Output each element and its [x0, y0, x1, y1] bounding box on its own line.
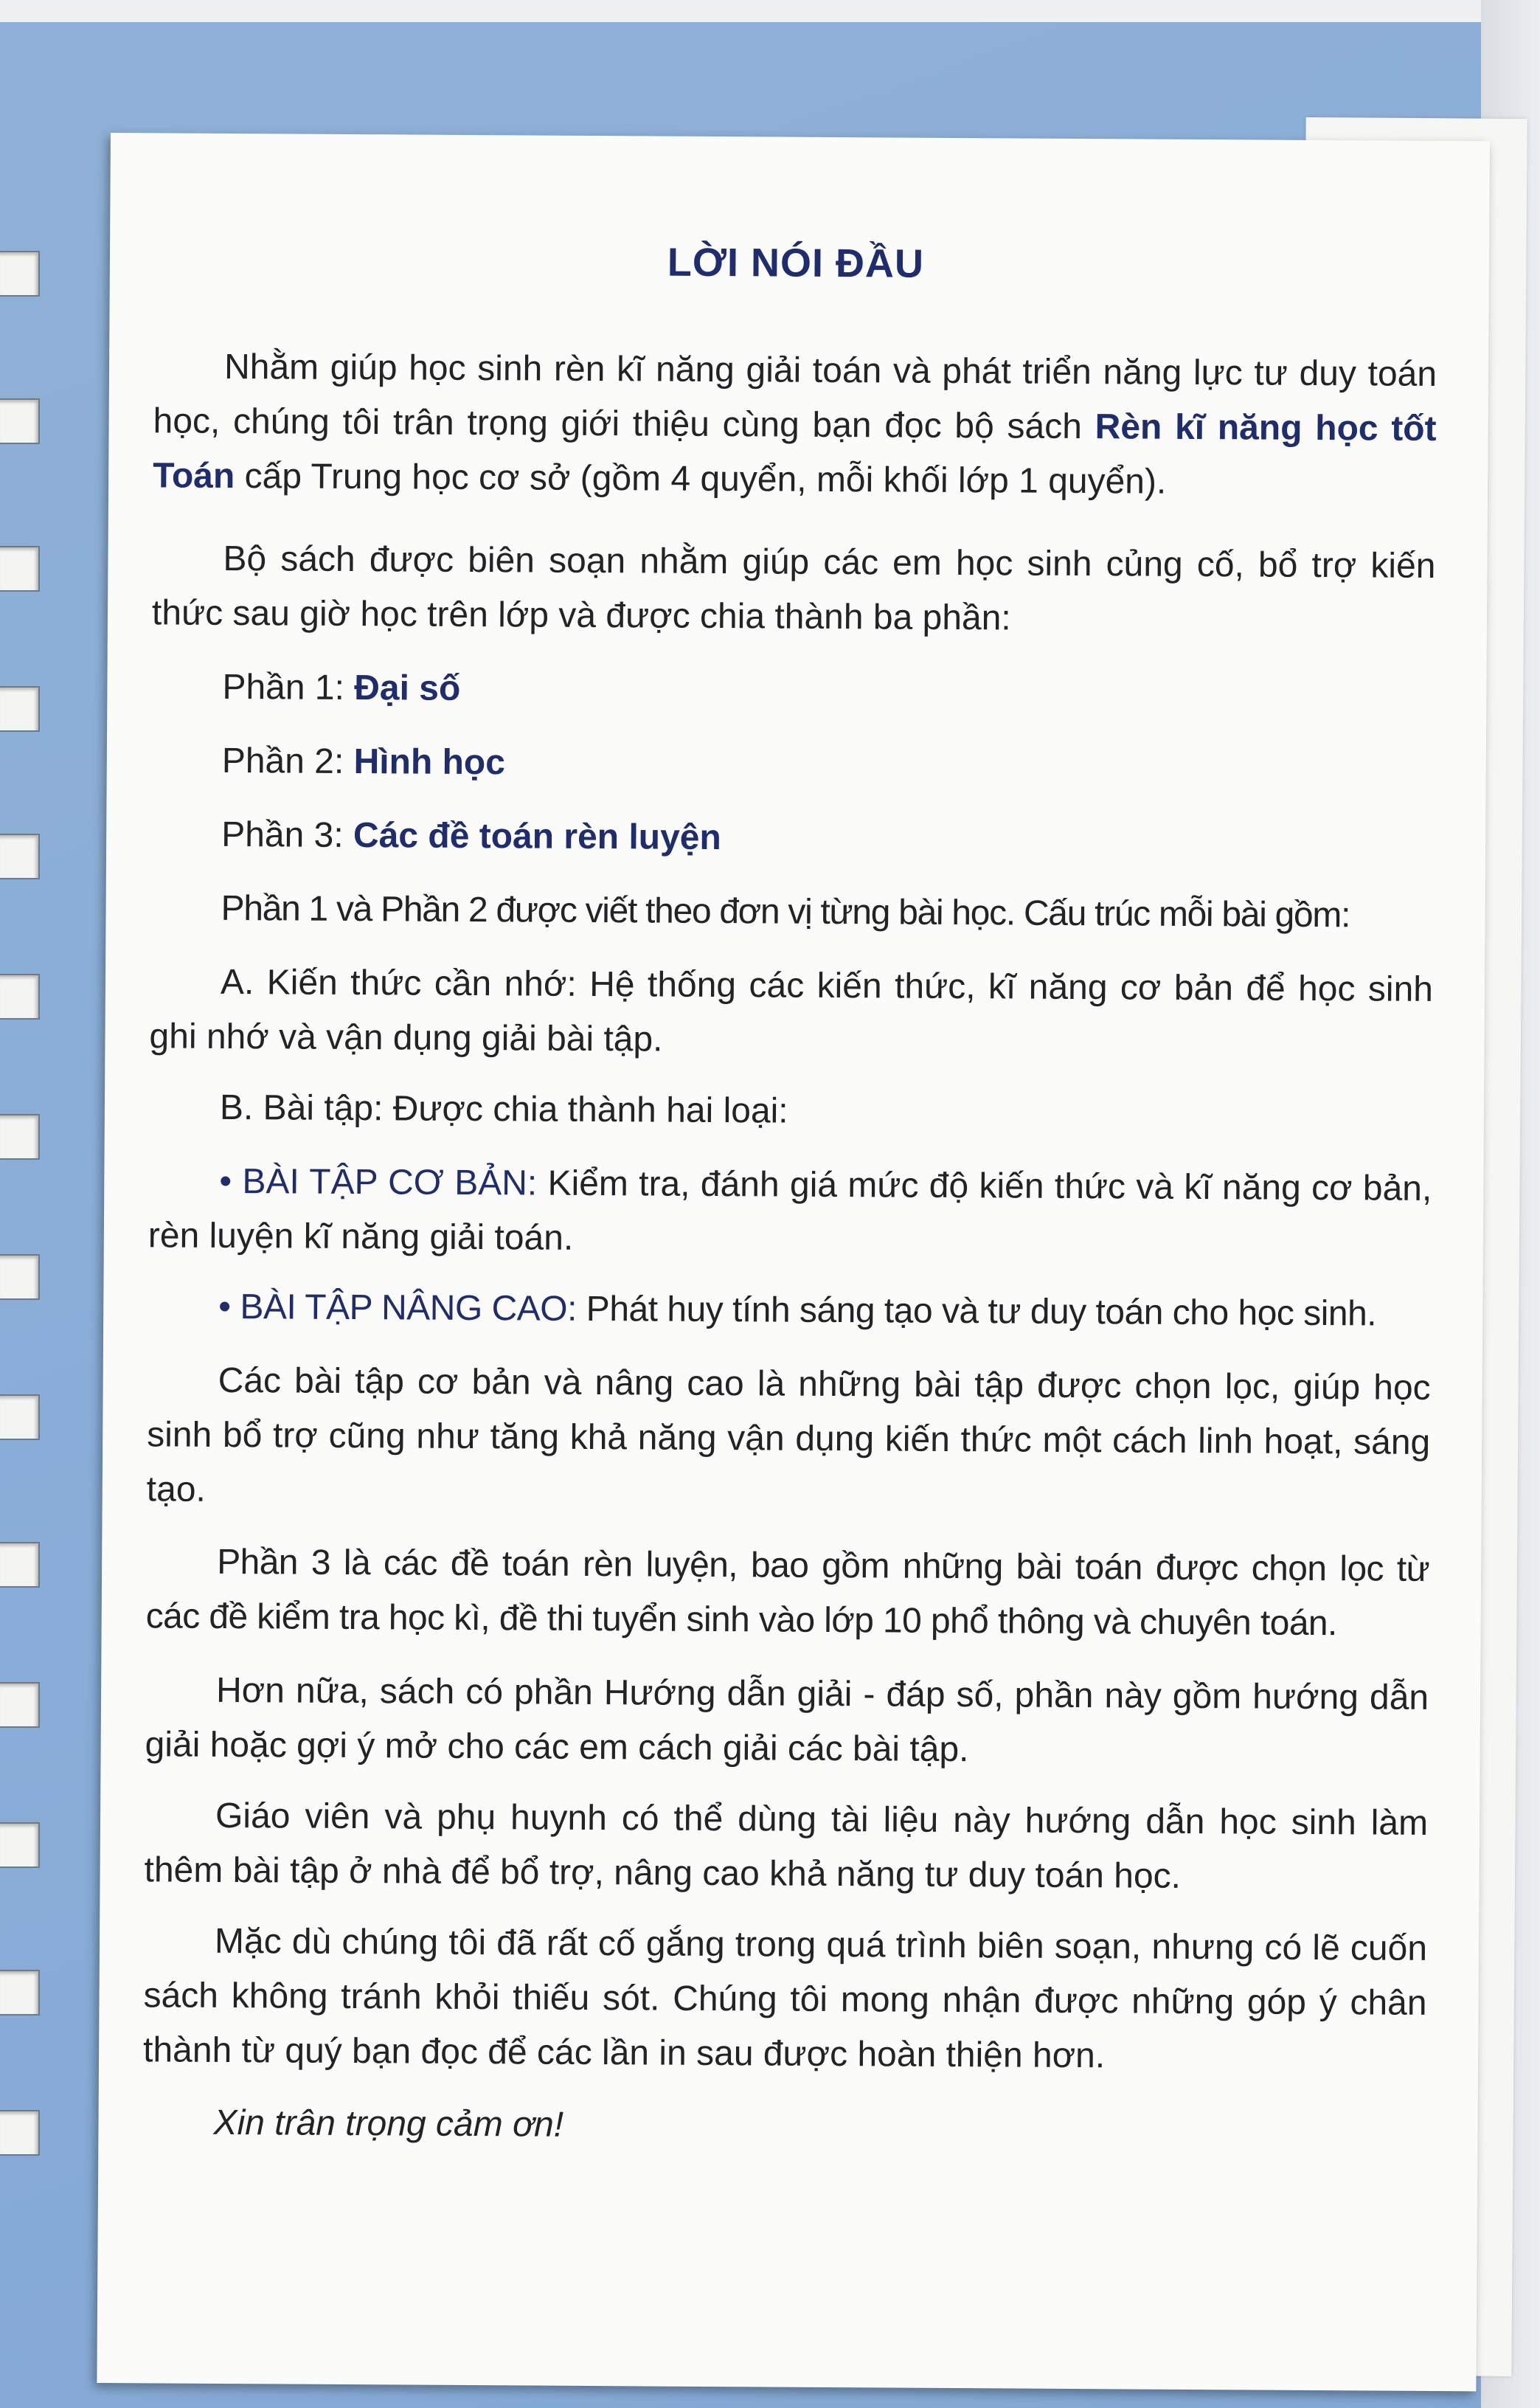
intro-text: Nhằm giúp học sinh rèn kĩ năng giải toán và phát triển năng lực tư duy toán học, chúng tôi trân trọng giới thiệu cùng bạn đọc bộ sách [153, 347, 1437, 447]
binding-hole [0, 686, 40, 732]
binding-hole [0, 1542, 40, 1588]
solutions-note-paragraph: Hơn nữa, sách có phần Hướng dẫn giải - đáp số, phần này gồm hướng dẫn giải hoặc gợi ý mở cho các em cách giải các bài tập. [145, 1670, 1429, 1770]
closing-line: Xin trân trọng cảm ơn! [213, 2103, 564, 2145]
binding-hole [0, 1254, 40, 1300]
binding-hole [0, 1682, 40, 1728]
basic-exercises-paragraph [148, 1154, 1432, 1271]
binding-hole [0, 1394, 40, 1440]
part-2-line [222, 734, 1432, 796]
exercises-note-paragraph: Các bài tập cơ bản và nâng cao là những bài tập được chọn lọc, giúp học sinh bổ trợ cũng như tăng khả năng vận dụng kiến thức một cách linh hoạt, sáng tạo. [146, 1360, 1431, 1509]
lesson-structure-line: Phần 1 và Phần 2 được viết theo đơn vị từng bài học. Cấu trúc mỗi bài gồm: [221, 888, 1350, 935]
part-3-line [221, 808, 1431, 870]
part-name: Hình học [353, 742, 506, 783]
binding-hole [0, 974, 40, 1020]
binding-hole [0, 546, 40, 592]
binding-hole [0, 1822, 40, 1868]
intro-text-end: cấp Trung học cơ sở (gồm 4 quyển, mỗi khối lớp 1 quyển). [235, 457, 1167, 502]
preface-page [97, 133, 1490, 2391]
binding-hole [0, 1114, 40, 1160]
basic-exercises-text: Kiểm tra, đánh giá mức độ kiến thức và kĩ năng cơ bản, rèn luyện kĩ năng giải toán. [148, 1163, 1432, 1258]
page-title: LỜI NÓI ĐẦU [667, 240, 925, 286]
binding-hole [0, 2110, 40, 2156]
section-b-line: B. Bài tập: Được chia thành hai loại: [219, 1087, 788, 1131]
part-label: Phần 2: [221, 741, 354, 782]
advanced-exercises-line [218, 1280, 1443, 1342]
binding-hole [0, 1970, 40, 2016]
apology-paragraph: Mặc dù chúng tôi đã rất cố gắng trong quá trình biên soạn, nhưng có lẽ cuốn sách không tránh khỏi thiếu sót. Chúng tôi mong nhận được những góp ý chân thành từ quý bạn đọc để các lần in sau được hoàn thiện hơn. [142, 1921, 1428, 2076]
advanced-exercises-label: • BÀI TẬP NÂNG CAO: [218, 1287, 578, 1329]
part-label: Phần 3: [221, 814, 354, 856]
basic-exercises-label: • BÀI TẬP CƠ BẢN: [219, 1161, 538, 1203]
structure-paragraph: Bộ sách được biên soạn nhằm giúp các em học sinh củng cố, bổ trợ kiến thức sau giờ học trên lớp và được chia thành ba phần: [151, 539, 1436, 638]
binding-hole [0, 834, 40, 879]
intro-paragraph [153, 339, 1437, 511]
teachers-note-paragraph: Giáo viên và phụ huynh có thể dùng tài liệu này hướng dẫn học sinh làm thêm bài tập ở nhà để bổ trợ, nâng cao khả năng tư duy toán học. [144, 1796, 1429, 1896]
part-name: Đại số [354, 668, 461, 708]
part-1-line [222, 660, 1432, 722]
binding-hole [0, 251, 40, 297]
part-name: Các đề toán rèn luyện [353, 816, 721, 858]
top-margin [0, 0, 1540, 22]
book-title: Rèn kĩ năng học tốt Toán [152, 407, 1437, 497]
section-a-paragraph: A. Kiến thức cần nhớ: Hệ thống các kiến thức, kĩ năng cơ bản để học sinh ghi nhớ và vận dụng giải bài tập. [149, 962, 1434, 1059]
part-3-note-paragraph: Phần 3 là các đề toán rèn luyện, bao gồm những bài toán được chọn lọc từ các đề kiểm tra học kì, đề thi tuyển sinh vào lớp 10 phổ thông và chuyên toán. [145, 1542, 1430, 1644]
advanced-exercises-text: Phát huy tính sáng tạo và tư duy toán cho học sinh. [576, 1289, 1377, 1334]
part-label: Phần 1: [222, 667, 355, 708]
binding-hole [0, 398, 40, 444]
